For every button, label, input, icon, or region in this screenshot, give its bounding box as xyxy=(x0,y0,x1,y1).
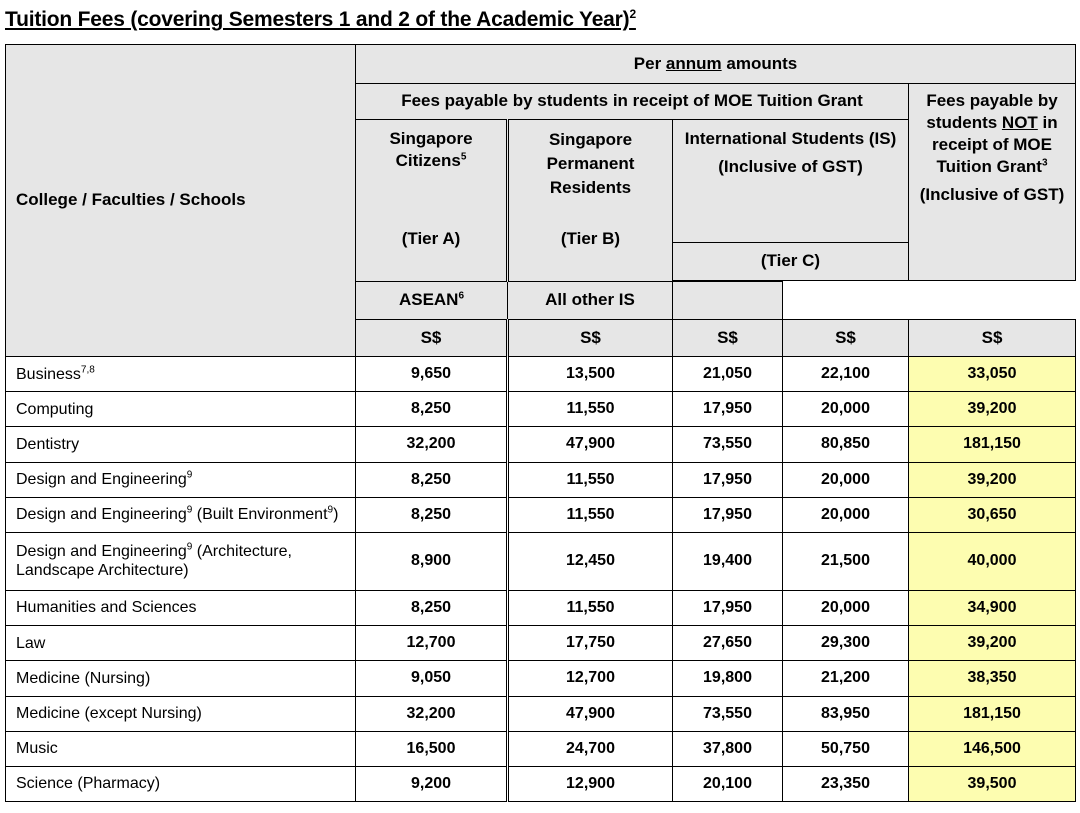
fee-other-is: 20,000 xyxy=(783,497,909,532)
fee-citizens: 8,250 xyxy=(356,462,508,497)
currency-citizens: S$ xyxy=(356,320,508,357)
fee-citizens: 9,050 xyxy=(356,661,508,696)
table-row xyxy=(6,696,1076,731)
fee-citizens: 12,700 xyxy=(356,626,508,661)
fee-asean: 17,950 xyxy=(673,462,783,497)
header-moe-grant: Fees payable by students in receipt of MOE Tuition Grant xyxy=(356,84,909,120)
fee-pr: 12,900 xyxy=(508,766,673,801)
fee-other-is: 50,750 xyxy=(783,731,909,766)
currency-other-is: S$ xyxy=(783,320,909,357)
fee-asean: 27,650 xyxy=(673,626,783,661)
fee-asean: 21,050 xyxy=(673,357,783,392)
fee-not-moe: 34,900 xyxy=(909,590,1076,625)
fee-other-is: 29,300 xyxy=(783,626,909,661)
table-row xyxy=(6,532,1076,590)
tuition-fees-table xyxy=(5,44,1076,802)
fee-other-is: 21,200 xyxy=(783,661,909,696)
header-not-moe: Fees payable by students NOT in receipt of MOE Tuition Grant$^3$ (Inclusive of GST) xyxy=(909,84,1076,281)
fee-not-moe: 39,200 xyxy=(909,392,1076,427)
fee-citizens: 8,250 xyxy=(356,392,508,427)
header-other-is: All other IS xyxy=(508,282,673,320)
row-college-name: Music xyxy=(6,731,356,766)
fee-pr: 47,900 xyxy=(508,427,673,462)
row-college-name: Law xyxy=(6,626,356,661)
currency-asean: S$ xyxy=(673,320,783,357)
header-asean: ASEAN$^6$ xyxy=(356,282,508,320)
fee-asean: 20,100 xyxy=(673,766,783,801)
fee-pr: 11,550 xyxy=(508,392,673,427)
fee-pr: 11,550 xyxy=(508,462,673,497)
fee-asean: 73,550 xyxy=(673,427,783,462)
fee-other-is: 21,500 xyxy=(783,532,909,590)
row-college-name: Business$^{7,8}$ xyxy=(6,357,356,392)
fee-other-is: 22,100 xyxy=(783,357,909,392)
row-college-name: Computing xyxy=(6,392,356,427)
row-college-name: Humanities and Sciences xyxy=(6,590,356,625)
fee-not-moe: 30,650 xyxy=(909,497,1076,532)
table-row xyxy=(6,497,1076,532)
fee-citizens: 9,650 xyxy=(356,357,508,392)
fee-pr: 11,550 xyxy=(508,590,673,625)
fee-not-moe: 33,050 xyxy=(909,357,1076,392)
fee-other-is: 80,850 xyxy=(783,427,909,462)
fee-not-moe: 39,500 xyxy=(909,766,1076,801)
row-college-name: Dentistry xyxy=(6,427,356,462)
row-college-name: Medicine (except Nursing) xyxy=(6,696,356,731)
fee-other-is: 23,350 xyxy=(783,766,909,801)
fee-other-is: 20,000 xyxy=(783,462,909,497)
fee-pr: 24,700 xyxy=(508,731,673,766)
fee-other-is: 83,950 xyxy=(783,696,909,731)
header-college: College / Faculties / Schools xyxy=(6,45,356,357)
table-row xyxy=(6,766,1076,801)
page-title: Tuition Fees (covering Semesters 1 and 2 of the Academic Year)$^2$ xyxy=(5,7,636,31)
table-row xyxy=(6,357,1076,392)
fee-pr: 12,700 xyxy=(508,661,673,696)
fee-citizens: 9,200 xyxy=(356,766,508,801)
table-row xyxy=(6,626,1076,661)
fee-citizens: 32,200 xyxy=(356,427,508,462)
row-college-name: Science (Pharmacy) xyxy=(6,766,356,801)
header-international: International Students (IS) (Inclusive of GST) xyxy=(673,120,909,243)
fee-citizens: 8,250 xyxy=(356,497,508,532)
fee-citizens: 32,200 xyxy=(356,696,508,731)
fee-pr: 11,550 xyxy=(508,497,673,532)
fee-pr: 12,450 xyxy=(508,532,673,590)
currency-pr: S$ xyxy=(508,320,673,357)
fee-citizens: 16,500 xyxy=(356,731,508,766)
table-row xyxy=(6,590,1076,625)
table-row xyxy=(6,392,1076,427)
row-college-name: Design and Engineering$^9$ xyxy=(6,462,356,497)
fee-pr: 13,500 xyxy=(508,357,673,392)
fee-asean: 19,400 xyxy=(673,532,783,590)
fee-pr: 17,750 xyxy=(508,626,673,661)
fee-not-moe: 40,000 xyxy=(909,532,1076,590)
fee-not-moe: 146,500 xyxy=(909,731,1076,766)
fee-asean: 19,800 xyxy=(673,661,783,696)
header-tier-c: (Tier C) xyxy=(673,243,909,281)
currency-not-moe: S$ xyxy=(909,320,1076,357)
fee-other-is: 20,000 xyxy=(783,590,909,625)
table-row xyxy=(6,427,1076,462)
row-college-name: Design and Engineering$^9$ (Architecture, Landscape Architecture) xyxy=(6,532,356,590)
fee-not-moe: 39,200 xyxy=(909,462,1076,497)
header-pr: Singapore Permanent Residents (Tier B) xyxy=(508,120,673,282)
fee-other-is: 20,000 xyxy=(783,392,909,427)
fee-asean: 37,800 xyxy=(673,731,783,766)
row-college-name: Design and Engineering$^9$ (Built Environment$^9$) xyxy=(6,497,356,532)
table-row xyxy=(6,731,1076,766)
fee-pr: 47,900 xyxy=(508,696,673,731)
fee-asean: 17,950 xyxy=(673,392,783,427)
fee-asean: 17,950 xyxy=(673,497,783,532)
fee-citizens: 8,900 xyxy=(356,532,508,590)
fee-not-moe: 181,150 xyxy=(909,427,1076,462)
fee-asean: 17,950 xyxy=(673,590,783,625)
row-college-name: Medicine (Nursing) xyxy=(6,661,356,696)
header-not-moe-spacer xyxy=(673,282,783,320)
fee-asean: 73,550 xyxy=(673,696,783,731)
table-row xyxy=(6,462,1076,497)
header-citizens: Singapore Citizens$^5$ (Tier A) xyxy=(356,120,508,282)
table-row xyxy=(6,661,1076,696)
fee-not-moe: 39,200 xyxy=(909,626,1076,661)
header-per-annum: Per annum amounts xyxy=(356,45,1076,84)
fee-not-moe: 38,350 xyxy=(909,661,1076,696)
fee-not-moe: 181,150 xyxy=(909,696,1076,731)
fee-citizens: 8,250 xyxy=(356,590,508,625)
